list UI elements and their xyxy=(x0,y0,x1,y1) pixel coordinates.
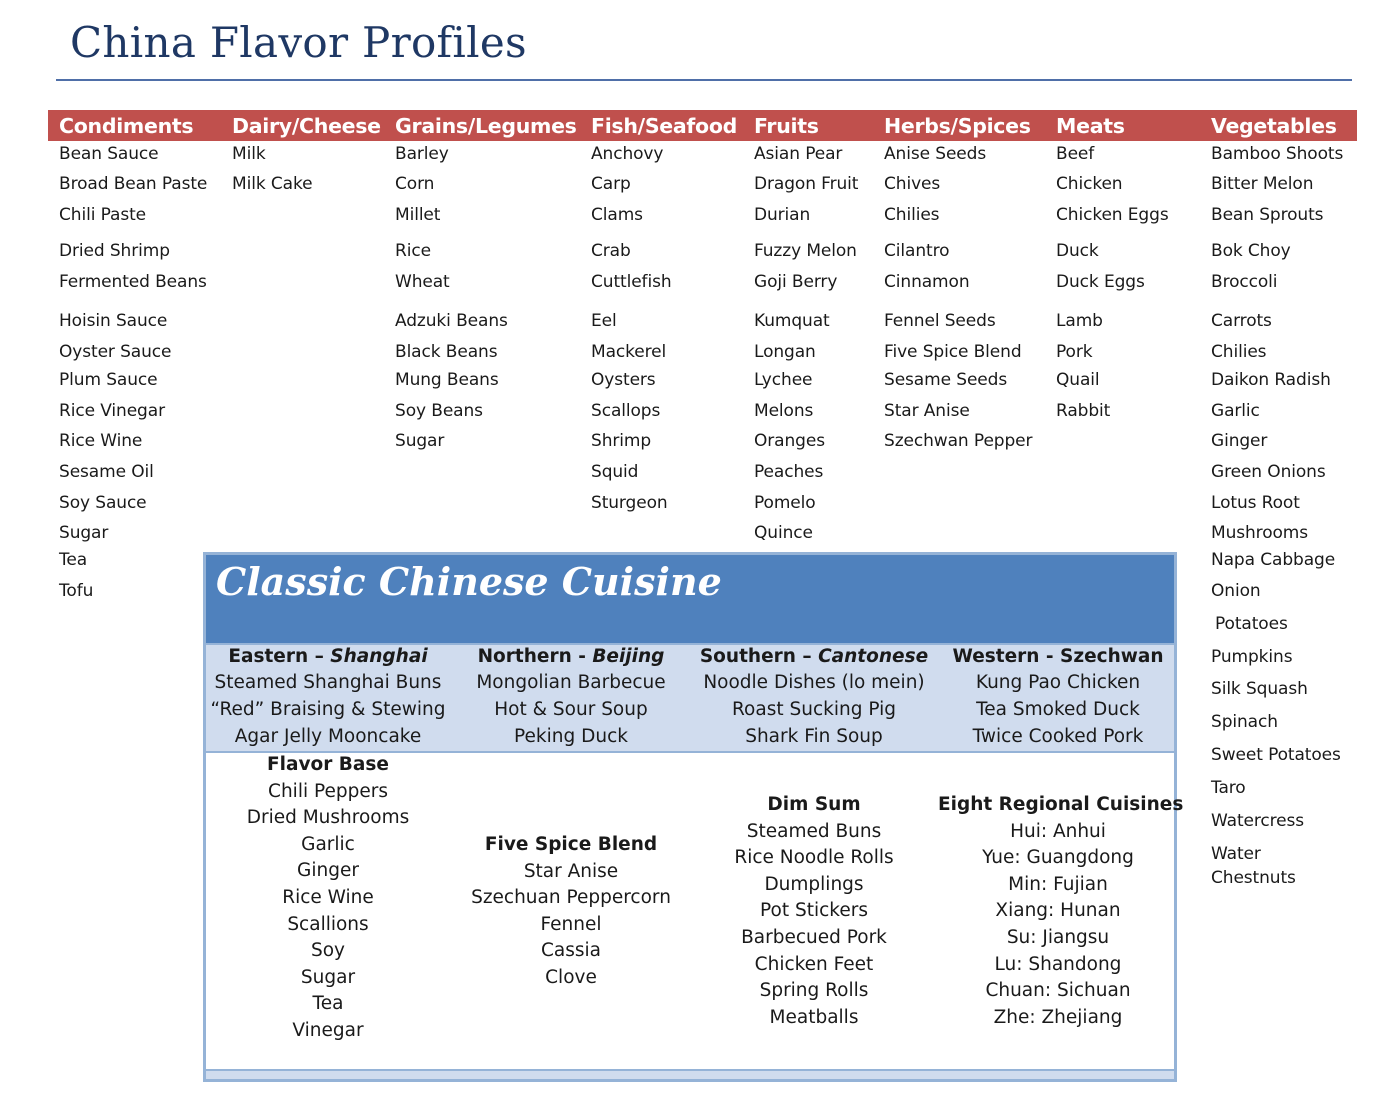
region-dish: “Red” Braising & Stewing xyxy=(210,699,446,720)
category-item: Mushrooms xyxy=(1211,523,1309,543)
region-dish: Kung Pao Chicken xyxy=(975,672,1141,693)
region-dish: Tea Smoked Duck xyxy=(976,699,1140,720)
list-item: Dried Mushrooms xyxy=(246,807,410,828)
category-item: Oyster Sauce xyxy=(59,342,172,362)
category-column-meats xyxy=(1056,110,1169,421)
category-item: Cilantro xyxy=(884,241,950,261)
region-name: Western - Szechwan xyxy=(952,646,1164,667)
category-item: Daikon Radish xyxy=(1211,370,1331,390)
list-item: Sugar xyxy=(300,967,356,988)
list-item: Cassia xyxy=(540,940,601,961)
list-item: Scallions xyxy=(287,914,369,935)
category-item: Onion xyxy=(1211,581,1261,601)
category-item: Star Anise xyxy=(884,401,970,421)
list-item: Chicken Feet xyxy=(754,954,874,975)
category-item: Ginger xyxy=(1211,431,1268,451)
category-item: Black Beans xyxy=(395,342,498,362)
category-header-dairy-cheese: Dairy/Cheese xyxy=(232,114,381,138)
category-item: Mung Beans xyxy=(395,370,499,390)
category-item: Goji Berry xyxy=(754,272,838,292)
category-item: Cuttlefish xyxy=(591,272,672,292)
category-item: Cinnamon xyxy=(884,272,970,292)
region-name: Southern – xyxy=(699,646,819,667)
category-item: Eel xyxy=(591,311,617,331)
list-item: Chili Peppers xyxy=(268,781,388,802)
category-item: Pumpkins xyxy=(1211,647,1293,667)
category-column-vegetables xyxy=(1211,110,1344,888)
region-dish: Noodle Dishes (lo mein) xyxy=(703,672,925,693)
category-item: Carrots xyxy=(1211,311,1272,331)
region-dish: Peking Duck xyxy=(514,726,628,747)
category-item: Garlic xyxy=(1211,401,1260,421)
region-name: Eastern – xyxy=(228,646,331,667)
list-heading: Flavor Base xyxy=(267,754,389,775)
list-item: Garlic xyxy=(301,834,355,855)
category-item: Soy Beans xyxy=(395,401,483,421)
list-item: Xiang: Hunan xyxy=(995,900,1121,921)
list-item: Dumplings xyxy=(764,874,864,895)
list-item: Vinegar xyxy=(292,1020,364,1041)
region-dish: Twice Cooked Pork xyxy=(972,726,1144,747)
category-item: Soy Sauce xyxy=(59,493,147,513)
category-item: Durian xyxy=(754,205,811,225)
list-item: Rice Wine xyxy=(282,887,374,908)
category-item: Napa Cabbage xyxy=(1211,550,1336,570)
category-item: Silk Squash xyxy=(1211,679,1308,699)
category-item: Spinach xyxy=(1211,712,1278,732)
category-item: Anise Seeds xyxy=(884,144,987,164)
category-item: Pomelo xyxy=(754,493,816,513)
category-item: Tea xyxy=(59,550,88,570)
list-item: Rice Noodle Rolls xyxy=(734,847,894,868)
category-item: Bean Sauce xyxy=(59,144,159,164)
category-item: Longan xyxy=(754,342,816,362)
category-item: Milk xyxy=(232,144,266,164)
category-item: Taro xyxy=(1211,778,1246,798)
list-item: Fennel xyxy=(540,914,602,935)
category-item: Potatoes xyxy=(1215,614,1288,634)
category-item: Lychee xyxy=(754,370,813,390)
category-item: Tofu xyxy=(59,581,94,601)
title-divider xyxy=(56,79,1352,81)
category-item: Shrimp xyxy=(591,431,652,451)
list-item: Barbecued Pork xyxy=(741,927,887,948)
category-item: Five Spice Blend xyxy=(884,342,1022,362)
category-item: Chicken Eggs xyxy=(1056,205,1169,225)
region-dish: Shark Fin Soup xyxy=(745,726,883,747)
category-item: Dragon Fruit xyxy=(754,174,859,194)
category-column-fruits xyxy=(754,110,859,543)
category-item: Mackerel xyxy=(591,342,667,362)
region-heading xyxy=(938,646,1178,668)
category-item: Sweet Potatoes xyxy=(1211,745,1341,765)
region-city: Beijing xyxy=(592,646,665,667)
category-item: Chives xyxy=(884,174,941,194)
category-column-condiments xyxy=(59,110,208,601)
category-item: Sugar xyxy=(59,523,109,543)
category-item: Rabbit xyxy=(1056,401,1111,421)
category-item: Fuzzy Melon xyxy=(754,241,857,261)
region-dish: Hot & Sour Soup xyxy=(494,699,648,720)
category-item: Rice xyxy=(395,241,431,261)
category-column-grains-legumes xyxy=(395,110,577,451)
category-item: Watercress xyxy=(1211,811,1305,831)
list-item: Hui: Anhui xyxy=(1010,821,1106,842)
category-item: Chilies xyxy=(884,205,940,225)
region-heading xyxy=(451,646,691,668)
classic-title: Classic Chinese Cuisine xyxy=(216,559,722,604)
region-heading xyxy=(208,646,448,668)
list-item: Tea xyxy=(312,993,344,1014)
category-item: Oysters xyxy=(591,370,656,390)
page-title: China Flavor Profiles xyxy=(70,18,527,67)
list-heading: Dim Sum xyxy=(767,794,861,815)
category-header-meats: Meats xyxy=(1056,114,1125,138)
category-item: Broccoli xyxy=(1211,272,1278,292)
category-item: Bean Sprouts xyxy=(1211,205,1324,225)
category-item: Barley xyxy=(395,144,449,164)
category-item: Duck Eggs xyxy=(1056,272,1145,292)
category-header-vegetables: Vegetables xyxy=(1211,114,1337,138)
region-dish: Roast Sucking Pig xyxy=(732,699,896,720)
category-item: Bok Choy xyxy=(1211,241,1291,261)
category-item: Chilies xyxy=(1211,342,1267,362)
list-item: Zhe: Zhejiang xyxy=(993,1007,1123,1028)
category-item: Crab xyxy=(591,241,631,261)
category-item: Hoisin Sauce xyxy=(59,311,168,331)
category-item: Plum Sauce xyxy=(59,370,158,390)
list-heading: Five Spice Blend xyxy=(484,834,658,855)
category-item: Chicken xyxy=(1056,174,1123,194)
list-item: Su: Jiangsu xyxy=(1006,927,1110,948)
list-item: Szechuan Peppercorn xyxy=(471,887,671,908)
list-item: Clove xyxy=(545,967,597,988)
category-header-grains-legumes: Grains/Legumes xyxy=(395,114,577,138)
category-item: Clams xyxy=(591,205,643,225)
category-item: Quince xyxy=(754,523,813,543)
category-item: Asian Pear xyxy=(754,144,843,164)
list-heading: Eight Regional Cuisines xyxy=(938,794,1184,815)
category-item: Carp xyxy=(591,174,631,194)
category-item: Bitter Melon xyxy=(1211,174,1314,194)
category-column-herbs-spices xyxy=(884,110,1033,451)
region-city: Shanghai xyxy=(330,646,428,667)
category-item: Wheat xyxy=(395,272,450,292)
category-item: Dried Shrimp xyxy=(59,241,170,261)
category-item: Fennel Seeds xyxy=(884,311,996,331)
category-item: Squid xyxy=(591,462,639,482)
category-item: Corn xyxy=(395,174,435,194)
category-item: Water xyxy=(1211,844,1261,864)
classic-banner xyxy=(206,555,1174,645)
list-item: Meatballs xyxy=(769,1007,859,1028)
category-item: Pork xyxy=(1056,342,1093,362)
category-item: Adzuki Beans xyxy=(395,311,508,331)
list-item: Min: Fujian xyxy=(1008,874,1108,895)
category-item: Sugar xyxy=(395,431,445,451)
list-item: Spring Rolls xyxy=(759,980,869,1001)
category-item: Sturgeon xyxy=(591,493,668,513)
category-item: Rice Wine xyxy=(59,431,143,451)
category-item: Broad Bean Paste xyxy=(59,174,208,194)
category-item: Scallops xyxy=(591,401,661,421)
category-item: Milk Cake xyxy=(232,174,313,194)
category-item: Chili Paste xyxy=(59,205,147,225)
category-item: Anchovy xyxy=(591,144,664,164)
category-item: Chestnuts xyxy=(1211,868,1296,888)
region-name: Northern - xyxy=(477,646,593,667)
category-header-fish-seafood: Fish/Seafood xyxy=(591,114,737,138)
list-item: Steamed Buns xyxy=(746,821,882,842)
region-city: Cantonese xyxy=(818,646,929,667)
region-dish: Steamed Shanghai Buns xyxy=(214,672,442,693)
category-item: Melons xyxy=(754,401,814,421)
list-item: Lu: Shandong xyxy=(994,954,1122,975)
category-item: Fermented Beans xyxy=(59,272,207,292)
category-header-condiments: Condiments xyxy=(59,114,194,138)
category-item: Sesame Seeds xyxy=(884,370,1008,390)
classic-bottom-strip xyxy=(206,1069,1174,1079)
region-dish: Agar Jelly Mooncake xyxy=(234,726,422,747)
classic-cuisine-panel xyxy=(203,552,1184,1082)
category-item: Lotus Root xyxy=(1211,493,1300,513)
region-heading xyxy=(694,646,934,668)
category-header-herbs-spices: Herbs/Spices xyxy=(884,114,1031,138)
category-item: Millet xyxy=(395,205,441,225)
list-item: Soy xyxy=(310,940,345,961)
category-item: Green Onions xyxy=(1211,462,1326,482)
category-item: Rice Vinegar xyxy=(59,401,165,421)
list-item: Chuan: Sichuan xyxy=(985,980,1131,1001)
list-item: Pot Stickers xyxy=(760,900,868,921)
category-header-fruits: Fruits xyxy=(754,114,819,138)
category-item: Sesame Oil xyxy=(59,462,154,482)
category-column-dairy-cheese xyxy=(232,110,381,194)
region-dish: Mongolian Barbecue xyxy=(476,672,666,693)
category-item: Oranges xyxy=(754,431,825,451)
category-item: Duck xyxy=(1056,241,1099,261)
list-item: Ginger xyxy=(297,860,359,881)
category-item: Bamboo Shoots xyxy=(1211,144,1344,164)
list-item: Yue: Guangdong xyxy=(982,847,1134,868)
category-item: Lamb xyxy=(1056,311,1103,331)
category-item: Quail xyxy=(1056,370,1100,390)
category-item: Beef xyxy=(1056,144,1095,164)
category-item: Kumquat xyxy=(754,311,830,331)
list-item: Star Anise xyxy=(523,861,619,882)
category-item: Peaches xyxy=(754,462,824,482)
category-column-fish-seafood xyxy=(591,110,737,513)
category-item: Szechwan Pepper xyxy=(884,431,1033,451)
